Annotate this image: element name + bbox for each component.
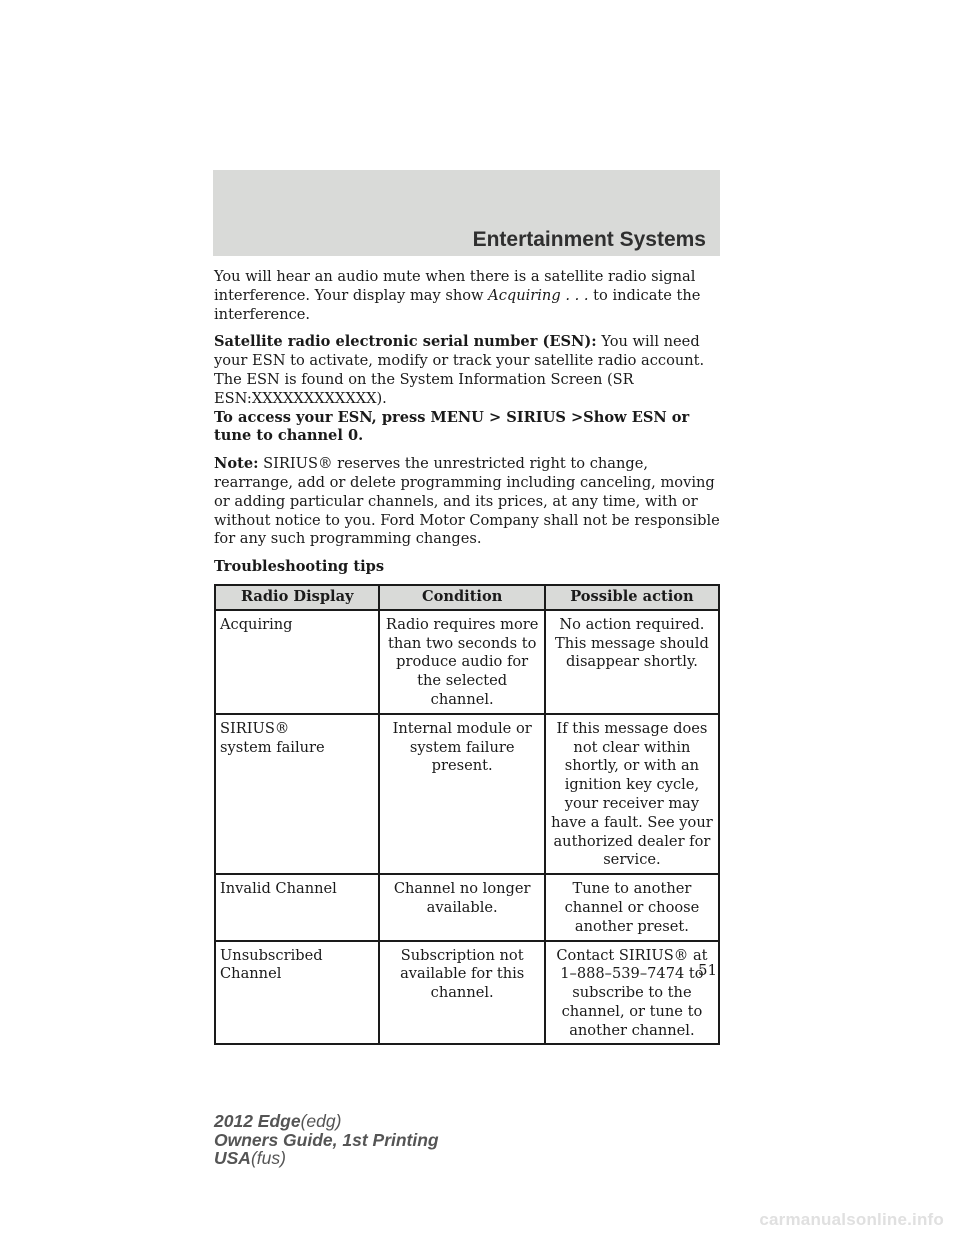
radio-display-cell: Invalid Channel bbox=[215, 874, 379, 940]
esn-paragraph: Satellite radio electronic serial number (ESN): You will need your ESN to activate, modify or track your satellite radio account. The ESN is found on the System Information Screen (SR ESN:XXXXXXXXXXXX). bbox=[214, 333, 705, 407]
action-cell: No action required. This message should disappear shortly. bbox=[545, 610, 719, 714]
note-label: Note: bbox=[214, 455, 259, 473]
column-header: Possible action bbox=[545, 585, 719, 610]
footer-model-line: 2012 Edge(edg) bbox=[214, 1111, 342, 1131]
footer-region-line: USA(fus) bbox=[214, 1148, 286, 1168]
radio-display-cell: Unsubscribed Channel bbox=[215, 941, 379, 1045]
column-header: Radio Display bbox=[215, 585, 379, 610]
esn-access-instruction: To access your ESN, press MENU > SIRIUS >Show ESN or tune to channel 0. bbox=[214, 408, 690, 445]
table-row bbox=[215, 941, 719, 1045]
section-title: Entertainment Systems bbox=[472, 228, 706, 251]
troubleshooting-heading: Troubleshooting tips bbox=[214, 558, 385, 576]
site-watermark: carmanualsonline.info bbox=[759, 1210, 944, 1229]
print-footer bbox=[214, 1112, 439, 1168]
footer-guide-line: Owners Guide, 1st Printing bbox=[214, 1129, 439, 1150]
section-header-band bbox=[213, 170, 720, 256]
action-cell: If this message does not clear within shortly, or with an ignition key cycle, your receiver may have a fault. See your authorized dealer for service. bbox=[545, 714, 719, 874]
table-row bbox=[215, 610, 719, 714]
page-number: 51 bbox=[698, 961, 718, 979]
note-paragraph: Note: SIRIUS® reserves the unrestricted right to change, rearrange, add or delete programming including canceling, moving or adding particular channels, and its prices, at any time, with or without notice to you. Ford Motor Company shall not be responsible for any such programming changes. bbox=[214, 455, 720, 548]
esn-label: Satellite radio electronic serial number (ESN): bbox=[214, 333, 597, 351]
condition-cell: Internal module or system failure present. bbox=[379, 714, 544, 874]
action-cell: Tune to another channel or choose another preset. bbox=[545, 874, 719, 940]
table-header-row bbox=[215, 585, 719, 610]
page-content bbox=[214, 268, 720, 1045]
radio-display-cell: SIRIUS® system failure bbox=[215, 714, 379, 874]
table-row bbox=[215, 714, 719, 874]
condition-cell: Channel no longer available. bbox=[379, 874, 544, 940]
condition-cell: Radio requires more than two seconds to produce audio for the selected channel. bbox=[379, 610, 544, 714]
action-cell: Contact SIRIUS® at 1–888–539–7474 to subscribe to the channel, or tune to another channel. bbox=[545, 941, 719, 1045]
mute-paragraph: You will hear an audio mute when there is a satellite radio signal interference. Your display may show Acquiring . . . to indicate the interference. bbox=[214, 268, 701, 323]
acquiring-italic: Acquiring . . . bbox=[488, 286, 589, 304]
column-header: Condition bbox=[379, 585, 544, 610]
troubleshooting-table bbox=[214, 584, 720, 1046]
condition-cell: Subscription not available for this channel. bbox=[379, 941, 544, 1045]
radio-display-cell: Acquiring bbox=[215, 610, 379, 714]
table-row bbox=[215, 874, 719, 940]
